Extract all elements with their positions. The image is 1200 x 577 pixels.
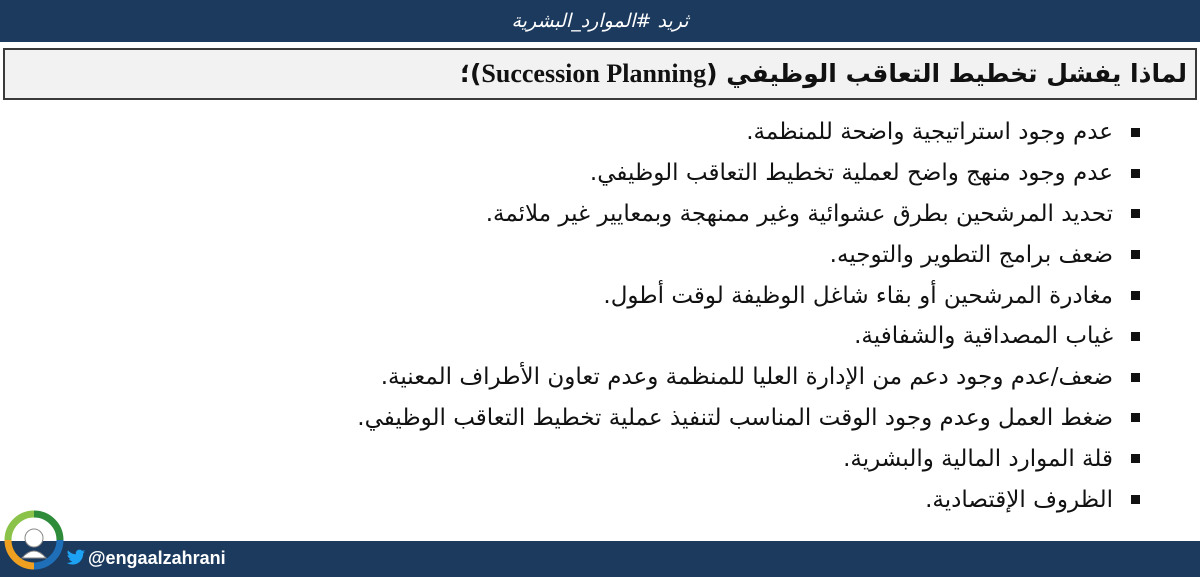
bullet-icon bbox=[1131, 169, 1140, 178]
author-logo-icon bbox=[2, 508, 66, 572]
list-item bbox=[40, 357, 1140, 398]
bullet-icon bbox=[1131, 250, 1140, 259]
list-item bbox=[40, 153, 1140, 194]
reason-text: قلة الموارد المالية والبشرية. bbox=[843, 445, 1113, 472]
list-item bbox=[40, 316, 1140, 357]
bullet-icon bbox=[1131, 209, 1140, 218]
reason-text: ضغط العمل وعدم وجود الوقت المناسب لتنفيذ عملية تخطيط التعاقب الوظيفي. bbox=[357, 404, 1113, 431]
twitter-icon[interactable] bbox=[66, 549, 86, 567]
page-title bbox=[460, 59, 1187, 89]
bullet-icon bbox=[1131, 495, 1140, 504]
list-item bbox=[40, 112, 1140, 153]
list-item bbox=[40, 194, 1140, 235]
list-item bbox=[40, 275, 1140, 316]
header-bar bbox=[0, 0, 1200, 42]
list-item bbox=[40, 479, 1140, 520]
title-english: Succession Planning bbox=[481, 59, 707, 88]
title-text-before: لماذا يفشل تخطيط التعاقب الوظيفي ( bbox=[706, 59, 1187, 88]
list-item bbox=[40, 398, 1140, 439]
title-text-after: )؛ bbox=[459, 59, 482, 88]
reason-text: عدم وجود استراتيجية واضحة للمنظمة. bbox=[746, 119, 1113, 146]
bullet-icon bbox=[1131, 332, 1140, 341]
reason-text: عدم وجود منهج واضح لعملية تخطيط التعاقب الوظيفي. bbox=[589, 160, 1113, 187]
reason-text: ضعف/عدم وجود دعم من الإدارة العليا للمنظمة وعدم تعاون الأطراف المعنية. bbox=[380, 364, 1113, 391]
reason-text: ضعف برامج التطوير والتوجيه. bbox=[829, 241, 1113, 268]
bullet-icon bbox=[1131, 128, 1140, 137]
list-item bbox=[40, 438, 1140, 479]
bullet-icon bbox=[1131, 413, 1140, 422]
reasons-list bbox=[40, 112, 1140, 520]
reason-text: الظروف الإقتصادية. bbox=[925, 486, 1113, 513]
list-item bbox=[40, 234, 1140, 275]
bullet-icon bbox=[1131, 373, 1140, 382]
bullet-icon bbox=[1131, 291, 1140, 300]
reason-text: تحديد المرشحين بطرق عشوائية وغير ممنهجة وبمعايير غير ملائمة. bbox=[485, 200, 1113, 227]
reason-text: غياب المصداقية والشفافية. bbox=[854, 323, 1113, 350]
bullet-icon bbox=[1131, 454, 1140, 463]
twitter-handle[interactable]: @engaalzahrani bbox=[88, 548, 226, 568]
title-box bbox=[3, 48, 1197, 100]
reason-text: مغادرة المرشحين أو بقاء شاغل الوظيفة لوقت أطول. bbox=[603, 282, 1113, 309]
thread-title: ثريد #الموارد_البشرية bbox=[511, 10, 689, 32]
